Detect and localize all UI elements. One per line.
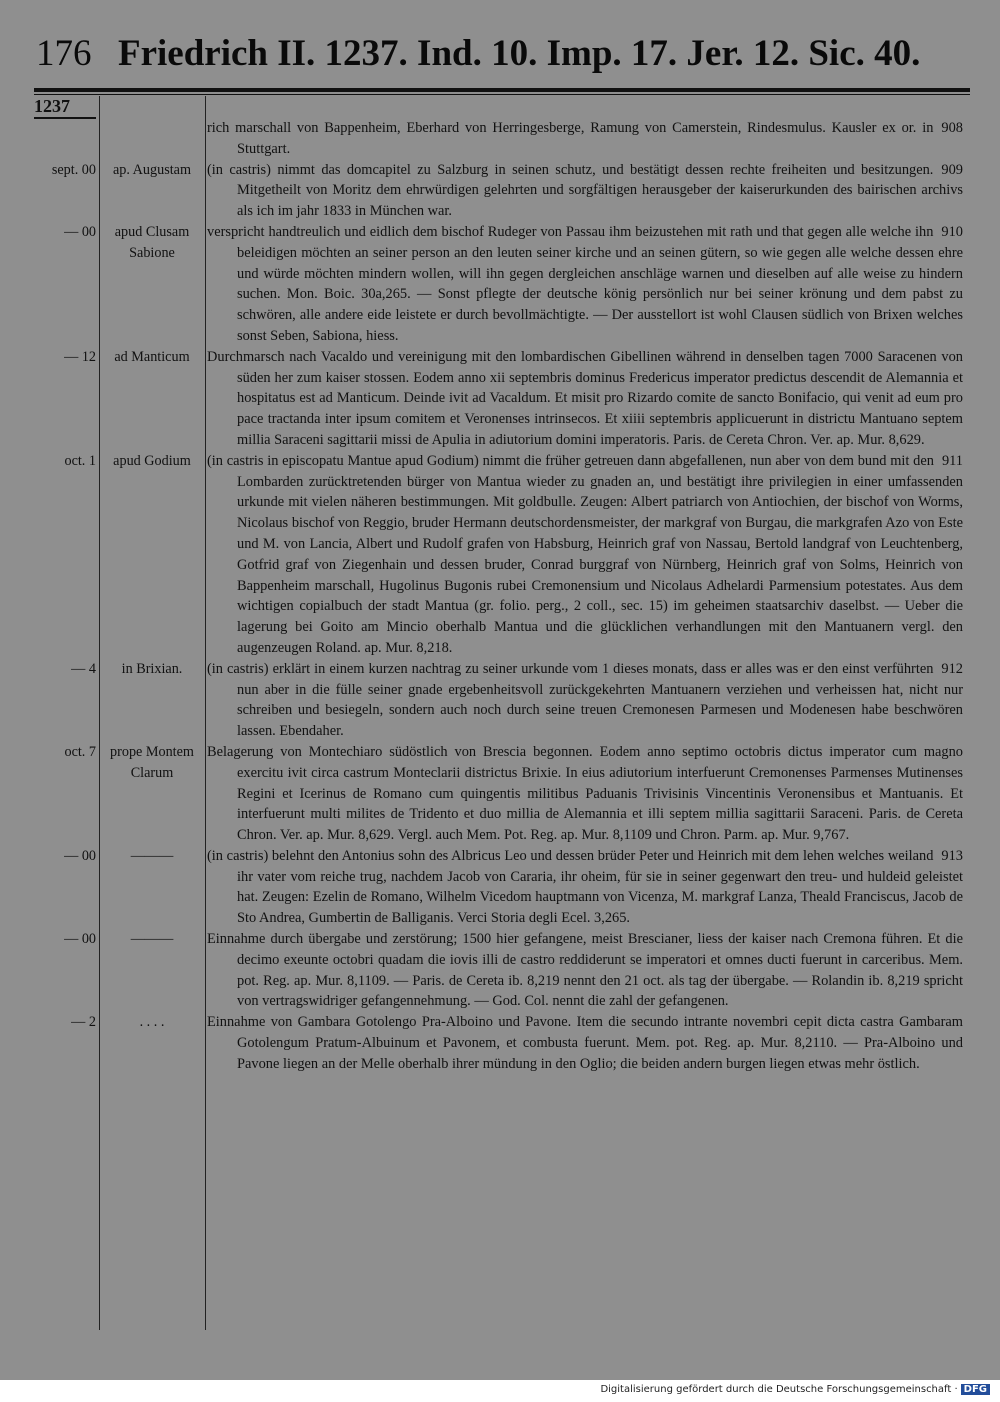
entry-date: oct. 7 <box>64 743 96 760</box>
entry-date: — 2 <box>71 1014 96 1031</box>
entry-place: ——— <box>130 931 174 948</box>
entry-text: (in castris) nimmt das domcapitel zu Salzburg in seinen schutz, und bestätigt dessen rechte freiheiten und besitzungen. Mitgetheilt von Moritz dem ehrwürdigen gelehrten und sorgfältigen herausgeber der kaiserurkunden des bairischen archivs als ich im jahr 1833 in München war. <box>207 161 963 220</box>
entry <box>0 659 1000 742</box>
entry-text: (in castris) erklärt in einem kurzen nachtrag zu seiner urkunde vom 1 dieses monats, dass er alles was er den einst verführten nun aber in die fülle seiner gnade ergebenheitsvoll zurückgekehrten Mantuanern verziehen und verheissen hat, nicht nur schreiben und besiegeln, sondern auch noch durch seine treuen Cremonesen Parmesen und Modenesen habe beschwören lassen. Ebendaher. <box>207 660 963 740</box>
credit-text: Digitalisierung gefördert durch die Deutsche Forschungsgemeinschaft · <box>600 1384 958 1395</box>
entry-text: (in castris) belehnt den Antonius sohn des Albricus Leo und dessen brüder Peter und Heinrich mit dem lehen welches weiland ihr vater vom reiche trug, nachdem Jacob von Cararia, ihr oheim, für sie in seiner gegenwart den treu- und huldeid geleistet hat. Zeugen: Ezelin de Romano, Wilhelm Vicedom hauptmann von Vicenza, M. markgraf Lanza, Theald Franciscus, Jacob de Sto Andrea, Gumbertin de Balliganis. Verci Storia degli Ecel. 3,265. <box>207 847 963 927</box>
entry-place: prope Montem Clarum <box>110 743 194 781</box>
entry-number: 908 <box>941 120 963 136</box>
entry-date: — 4 <box>71 660 96 677</box>
entry-text: rich marschall von Bappenheim, Eberhard von Herringesberge, Ramung von Camerstein, Rindesmulus. Kausler ex or. in Stuttgart. <box>207 120 934 157</box>
header-rule-thick <box>34 88 970 92</box>
entry-number: 911 <box>941 452 963 469</box>
entry-text-block <box>207 742 963 846</box>
entry <box>0 451 1000 659</box>
entry-text: Einnahme durch übergabe und zerstörung; 1500 hier gefangene, meist Brescianer, liess der kaiser nach Cremona führen. Et die decimo exeunte octobri quadam die iovis illi de castro reddiderunt se imperatori et omnes ducti fuerunt in carceribus. Mem. pot. Reg. ap. Mur. 8,1109. — Paris. de Cereta ib. 8,219 nennt den 21 oct. als tag der übergabe. — Rolandin ib. 8,219 spricht von vertragswidriger gefangennehmung. — God. Col. nennt die zahl der gefangenen. <box>207 931 963 1010</box>
regesta-entries <box>0 118 1000 1075</box>
entry-text-block <box>207 659 963 742</box>
entry-text-block <box>207 846 963 929</box>
entry-text-block <box>207 160 963 222</box>
entry-date: sept. 00 <box>51 161 96 178</box>
header-rule-thin <box>34 94 970 95</box>
entry-number: 913 <box>941 847 963 864</box>
entry <box>0 118 1000 160</box>
entry-text: Durchmarsch nach Vacaldo und vereinigung mit den lombardischen Gibellinen während in denselben tagen 7000 Saracenen von süden her zum kaiser stossen. Eodem anno xii septembris dominus Fredericus imperator predictus descendit de Alemannia et hospitatus est ad Manticum. Deinde ivit ad Vacaldum. Et misit pro Rizardo comite de sancto Bonifacio, qui venit ad eum pro pace tractanda inter ipsum comitem et Veronenses intrinsecos. Et xiiii septembris applicuerunt in districtu Mantuano septem millia Saraceni sagittarii missi de Apulia in adiutorium domini imperatoris. Paris. de Cereta Chron. Ver. ap. Mur. 8,629. <box>207 348 963 448</box>
page-title: Friedrich II. 1237. Ind. 10. Imp. 17. Jer. 12. Sic. 40. <box>118 33 921 74</box>
entry-date: — 12 <box>64 348 96 365</box>
entry-text: (in castris in episcopatu Mantue apud Godium) nimmt die früher getreuen dann abgefallenen, nun aber von dem bund mit den Lombarden zurücktretenden bürger von Mantua wieder zu gnaden an, und bestätigt ihre privilegien in einer umfassenden urkunde mit vielen näheren bestimmungen. Mit goldbulle. Zeugen: Albert patriarch von Antiochien, der bischof von Worms, Nicolaus bischof von Reggio, bruder Hermann deutschordensmeister, der markgraf von Burgau, die markgrafen Azo von Este und M. von Lancia, Albert und Rudolf grafen von Habsburg, Heinrich graf von Nassau, Bertold landgraf von Leuchtenberg, Gotfrid graf von Ziegenhain und dessen bruder, Conrad burggraf von Nürnberg, Heinrich graf von Solms, Heinrich von Bappenheim marschall, Hugolinus Bugonis rubei Cremonensium und Nicolaus Adhelardi Parmensium potestates. Aus dem wichtigen copialbuch der stadt Mantua (gr. folio. perg., 2 coll., sec. 15) im geheimen staatsarchiv daselbst. — Ueber die lagerung bei Goito am Mincio oberhalb Mantua und die glücklichen verhandlungen mit den Mantuanern vergl. den augenzeugen Roland. ap. Mur. 8,218. <box>207 452 963 656</box>
entry-place: apud Godium <box>113 452 191 469</box>
entry-place: ap. Augustam <box>112 161 192 178</box>
entry-date: — 00 <box>64 931 96 948</box>
entry-date: oct. 1 <box>64 452 96 469</box>
entry <box>0 1012 1000 1074</box>
entry-text: Einnahme von Gambara Gotolengo Pra-Alboino und Pavone. Item die secundo intrante novembri cepit dicta castra Gambaram Gotolengum Pratum-Albuinum et Pavonem, et combusta fuerunt. Mem. pot. Reg. ap. Mur. 8,2110. — Pra-Alboino und Pavone liegen an der Melle oberhalb ihrer mündung in den Oglio; die beiden andern burgen liegen etwas mehr östlich. <box>207 1014 963 1072</box>
entry-number: 909 <box>941 161 963 178</box>
entry-text-block <box>207 451 963 659</box>
entry-text-block <box>207 118 963 160</box>
entry <box>0 160 1000 222</box>
entry-text-block <box>207 1012 963 1074</box>
entry-date: — 00 <box>64 223 96 240</box>
entry-text-block <box>207 929 963 1012</box>
entry-place: . . . . <box>139 1014 165 1031</box>
entry-date: — 00 <box>64 847 96 864</box>
entry-text-block <box>207 222 963 347</box>
entry <box>0 742 1000 846</box>
entry-place: apud Clusam Sabione <box>114 223 190 261</box>
entry-text: verspricht handtreulich und eidlich dem bischof Rudeger von Passau ihm beizustehen mit rath und that gegen alle welche ihn beleidigen möchten an seiner person an den leuten seiner kirche und an seinen gütern, so wie gegen alle welche dessen ehre und würde möchten mindern wollen, will ihn gegen dergleichen anschläge warnen und dieselben auf alle weise zu hindern suchen. Mon. Boic. 30a,265. — Sonst pflegte der deutsche könig persönlich nur bei seiner krönung und dem pabst zu schwören, alle andere eide leistete er durch bevollmächtigte. — Der ausstellort ist wohl Clausen südlich von Brixen welches sonst Seben, Sabiona, hiess. <box>207 223 963 344</box>
digitization-credit <box>600 1384 990 1396</box>
entry-number: 912 <box>941 660 963 677</box>
entry-text-block <box>207 347 963 451</box>
page-number: 176 <box>36 33 92 74</box>
entry-place: ad Manticum <box>114 348 190 365</box>
entry <box>0 222 1000 347</box>
entry-place: in Brixian. <box>121 660 183 677</box>
entry <box>0 846 1000 929</box>
entry <box>0 929 1000 1012</box>
entry-place: ——— <box>130 847 174 864</box>
dfg-logo: DFG <box>961 1384 990 1395</box>
entry-number: 910 <box>941 223 963 240</box>
entry-text: Belagerung von Montechiaro südöstlich von Brescia begonnen. Eodem anno septimo octobris dictus imperator cum magno exercitu ivit circa castrum Monteclarii districtus Brixie. In eius adiutorium interfuerunt Cremonenses Parmenses Mutinenses Regini et Icerinus de Romano cum quingentis militibus Paduanis Trivisinis Vincentinis Veronensibus et Mantuanis. Et interfuerunt multi milites de Tridento et duo millia de Alemannia et illi septem millia sagittarii Saraceni. Paris. de Cereta Chron. Ver. ap. Mur. 8,629. Vergl. auch Mem. Pot. Reg. ap. Mur. 8,1109 und Chron. Parm. ap. Mur. 9,767. <box>207 743 963 844</box>
running-header <box>36 32 966 76</box>
year-heading: 1237 <box>34 96 70 116</box>
entry <box>0 347 1000 451</box>
